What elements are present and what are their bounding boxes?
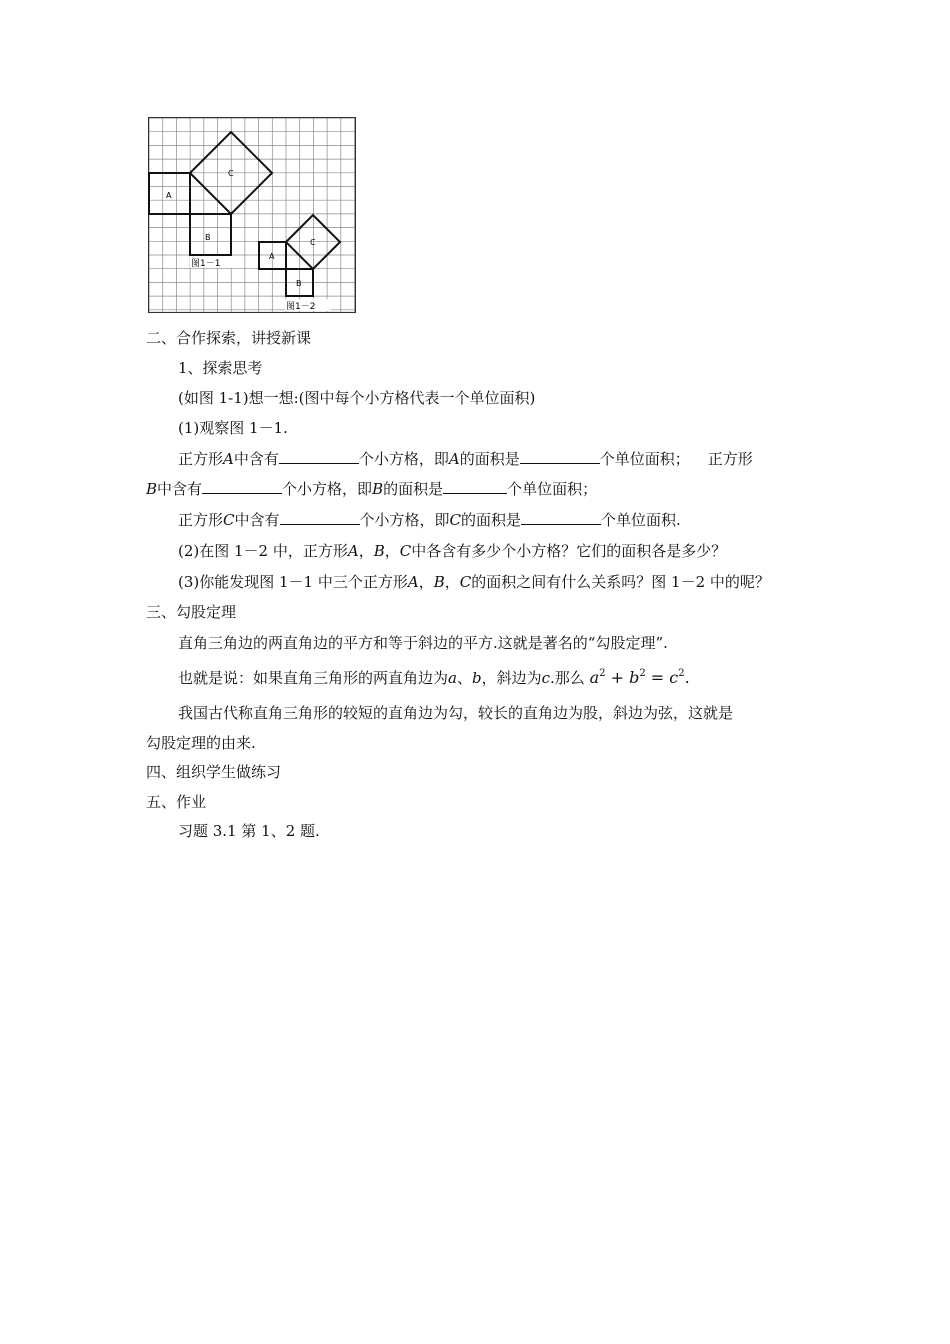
answer-blank-c-count[interactable] [280,510,360,525]
label-a-2: A [269,252,275,261]
that-mid: ，斜边为 [481,669,542,687]
that-pre: 也就是说：如果直角三角形的两直角边为 [178,669,449,687]
qb-var2: B [372,480,384,498]
q2-post: 中各含有多少个小方格？它们的面积各是多少？ [411,542,727,560]
q2-sep2: ， [384,542,400,560]
intro-text: (如图 1-1)想一想:(图中每个小方格代表一个单位面积) [178,389,536,407]
qa-mid3: 的面积是 [459,450,520,468]
q3-c: C [459,573,472,591]
formula-a: a [589,668,600,687]
that-a: a [448,669,457,687]
label-b-2: B [296,279,302,288]
pythagoras-grid-figure [148,117,356,313]
formula-exp-a: 2 [599,668,606,679]
formula-plus: + [605,668,630,687]
qc-pre: 正方形 [178,511,224,529]
q3-b: B [433,573,445,591]
that-sep: 、 [456,669,472,687]
qc-mid: 中含有 [234,511,280,529]
formula-exp-c: 2 [678,668,685,679]
qb-mid2: 个小方格，即 [282,480,373,498]
that-b: b [471,669,482,687]
qa-var: A [223,450,234,468]
question-b-line [146,479,597,499]
formula-eq: = [645,668,670,687]
q3-a: A [407,573,419,591]
theorem-formula-line [178,664,690,688]
q2-pre: (2)在图 1－2 中，正方形 [178,542,348,560]
theorem-statement: 直角三角边的两直角边的平方和等于斜边的平方.这就是著名的“勾股定理”. [178,634,668,652]
subsection-1: 1、探索思考 [178,359,263,377]
that-post: .那么 [550,669,585,687]
q3-pre: (3)你能发现图 1－1 中三个正方形 [178,573,408,591]
label-b-1: B [205,233,211,242]
qb-pre: 正方形 [707,450,753,468]
qc-mid3: 的面积是 [461,511,522,529]
formula-c: c [669,668,679,687]
formula-end: . [684,668,690,687]
caption-fig-1-1: 图1－1 [191,259,221,269]
history-line-2: 勾股定理的由来. [146,734,256,752]
history-line-1: 我国古代称直角三角形的较短的直角边为勾，较长的直角边为股，斜边为弦，这就是 [178,704,734,722]
caption-fig-1-2: 图1－2 [286,302,316,312]
section-heading-5: 五、作业 [146,793,207,811]
q3-post: 的面积之间有什么关系吗？图 1－2 中的呢？ [471,573,770,591]
section-heading-2: 二、合作探索，讲授新课 [146,329,312,347]
label-c-1: C [228,169,234,178]
formula-exp-b: 2 [639,668,646,679]
that-c: c [541,669,551,687]
question-3 [178,572,770,592]
qb-end: 个单位面积； [507,480,598,498]
homework-text: 习题 3.1 第 1、2 题. [178,822,320,840]
label-c-2: C [310,238,316,247]
q3-sep1: ， [418,573,434,591]
question-c-line [178,510,681,530]
answer-blank-a-area[interactable] [520,449,600,464]
qb-mid3: 的面积是 [383,480,444,498]
qb-mid: 中含有 [157,480,203,498]
q2-c: C [399,542,412,560]
qc-var: C [223,511,235,529]
q2-b: B [373,542,385,560]
label-a-1: A [166,191,172,200]
qa-mid2: 个小方格，即 [358,450,449,468]
qa-pre: 正方形 [178,450,224,468]
answer-blank-c-area[interactable] [521,510,601,525]
qc-var2: C [449,511,462,529]
answer-blank-a-count[interactable] [279,449,359,464]
qa-end: 个单位面积； [599,450,690,468]
square-b-1 [190,214,231,255]
q3-sep2: ， [444,573,460,591]
section-heading-3: 三、勾股定理 [146,603,237,621]
qa-mid: 中含有 [233,450,279,468]
question-a-line [178,449,753,469]
answer-blank-b-area[interactable] [443,479,507,494]
qa-var2: A [448,450,460,468]
formula-b: b [629,668,640,687]
question-2 [178,541,726,561]
qc-mid2: 个小方格，即 [359,511,450,529]
q2-a: A [347,542,359,560]
qb-var: B [146,480,158,498]
q2-sep1: ， [358,542,374,560]
answer-blank-b-count[interactable] [202,479,282,494]
pythagorean-formula [590,668,690,687]
observe-text: (1)观察图 1－1. [178,419,288,437]
section-heading-4: 四、组织学生做练习 [146,763,282,781]
qc-end: 个单位面积. [601,511,681,529]
